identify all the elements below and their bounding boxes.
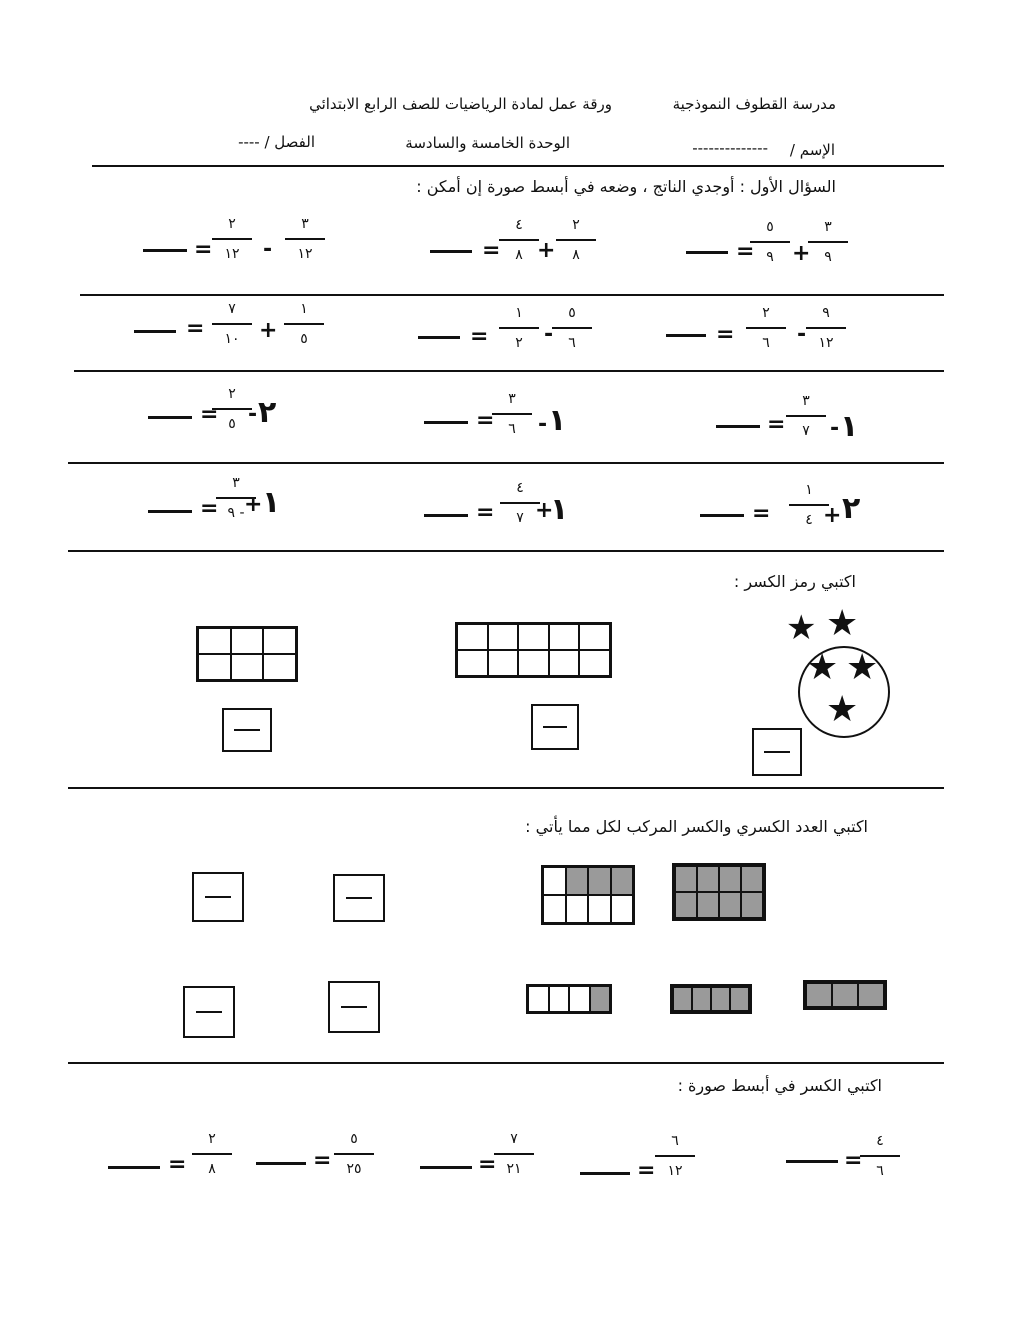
- divider: [68, 550, 944, 552]
- fraction: ٤ ٨: [499, 214, 539, 266]
- answer-blank[interactable]: [143, 249, 187, 252]
- answer-box[interactable]: [752, 728, 802, 776]
- fraction: ٢ ٨: [192, 1128, 232, 1180]
- answer-box[interactable]: [333, 874, 385, 922]
- fraction-grid-3x2: [196, 626, 298, 682]
- unit-label: الوحدة الخامسة والسادسة: [405, 134, 570, 152]
- answer-blank[interactable]: [424, 514, 468, 517]
- answer-blank[interactable]: [686, 251, 728, 254]
- answer-blank[interactable]: [134, 330, 176, 333]
- name-blank[interactable]: --------------: [692, 139, 768, 157]
- answer-box[interactable]: [192, 872, 244, 922]
- divider: [68, 462, 944, 464]
- fraction: ٥ ٢٥: [334, 1128, 374, 1180]
- fraction: ٢ ٨: [556, 214, 596, 266]
- fraction: ٦ ١٢: [655, 1130, 695, 1182]
- name-label: الإسم /: [789, 141, 835, 159]
- fraction: ٢ ١٢: [212, 213, 252, 265]
- shaded-strip-full-b: [670, 984, 752, 1014]
- fraction: ٣ ٦: [492, 388, 532, 440]
- school-name: مدرسة القطوف النموذجية: [672, 95, 836, 113]
- fraction: ٥ ٦: [552, 302, 592, 354]
- divider: [74, 370, 944, 372]
- answer-blank[interactable]: [424, 421, 468, 424]
- answer-blank[interactable]: [700, 514, 744, 517]
- fraction: ٣ ١٢: [285, 213, 325, 265]
- fraction: ٩ ١٢: [806, 302, 846, 354]
- fraction: ٣ ٩ -: [216, 472, 256, 524]
- shaded-grid-full: [672, 863, 766, 921]
- divider: [68, 1062, 944, 1064]
- answer-blank[interactable]: [148, 510, 192, 513]
- fraction: ١ ٢: [499, 302, 539, 354]
- fraction: ٤ ٦: [860, 1130, 900, 1182]
- divider: [92, 165, 944, 167]
- fraction: ٧ ٢١: [494, 1128, 534, 1180]
- q3-instruction: اكتبي العدد الكسري والكسر المركب لكل مما يأتي :: [525, 817, 868, 836]
- answer-blank[interactable]: [108, 1166, 160, 1169]
- answer-box[interactable]: [328, 981, 380, 1033]
- q4-instruction: اكتبي الكسر في أبسط صورة :: [677, 1076, 882, 1095]
- answer-blank[interactable]: [430, 250, 472, 253]
- shaded-strip-partial: [526, 984, 612, 1014]
- q2-instruction: اكتبي رمز الكسر :: [733, 572, 856, 591]
- fraction: ٣ ٩: [808, 216, 848, 268]
- shaded-strip-full-a: [803, 980, 887, 1010]
- worksheet-title: ورقة عمل لمادة الرياضيات للصف الرابع الابتدائي: [309, 95, 612, 113]
- star-icon: ★: [786, 608, 817, 648]
- answer-blank[interactable]: [418, 336, 460, 339]
- fraction: ٣ ٧: [786, 390, 826, 442]
- q1-instruction: السؤال الأول : أوجدي الناتج ، وضعه في أبسط صورة إن أمكن :: [416, 177, 836, 196]
- shaded-grid-partial: [541, 865, 635, 925]
- answer-box[interactable]: [222, 708, 272, 752]
- fraction: ١ ٥: [284, 298, 324, 350]
- star-icon: ★: [846, 647, 879, 688]
- star-icon: ★: [826, 689, 859, 730]
- fraction: ٢ ٦: [746, 302, 786, 354]
- answer-blank[interactable]: [580, 1172, 630, 1175]
- answer-blank[interactable]: [420, 1166, 472, 1169]
- fraction: ٧ ١٠: [212, 298, 252, 350]
- star-icon: ★: [826, 603, 859, 644]
- answer-blank[interactable]: [716, 425, 760, 428]
- divider: [80, 294, 944, 296]
- fraction: ١ ٤: [789, 479, 829, 531]
- divider: [68, 787, 944, 789]
- answer-blank[interactable]: [148, 416, 192, 419]
- fraction: ٤ ٧: [500, 477, 540, 529]
- answer-blank[interactable]: [256, 1162, 306, 1165]
- answer-box[interactable]: [183, 986, 235, 1038]
- fraction-grid-5x2: [455, 622, 612, 678]
- answer-blank[interactable]: [786, 1160, 838, 1163]
- answer-box[interactable]: [531, 704, 579, 750]
- class-label: الفصل / ----: [238, 133, 315, 151]
- fraction: ٢ ٥: [212, 383, 252, 435]
- answer-blank[interactable]: [666, 334, 706, 337]
- star-icon: ★: [806, 647, 839, 688]
- fraction: ٥ ٩: [750, 216, 790, 268]
